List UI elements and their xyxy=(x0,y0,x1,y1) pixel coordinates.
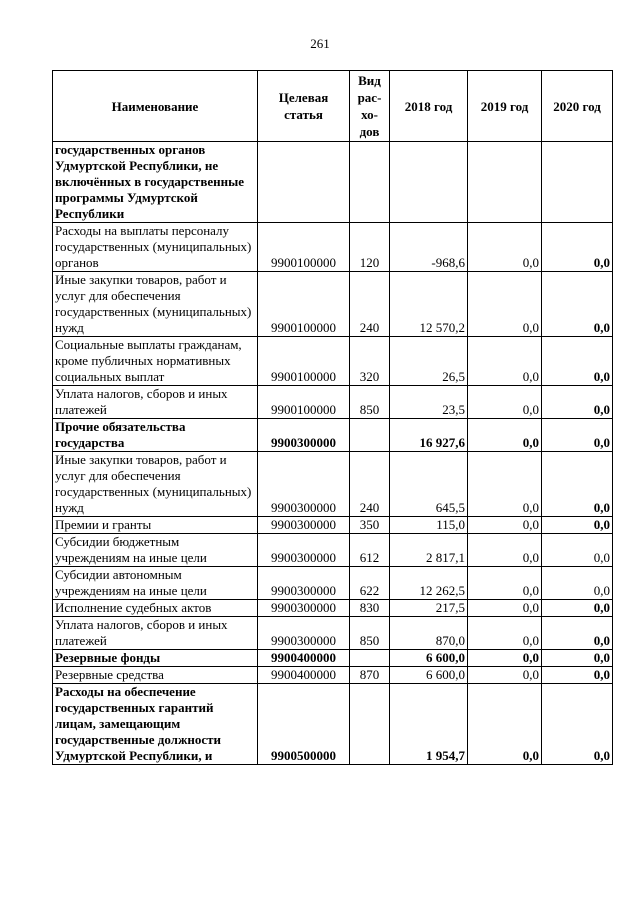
cell-y2020: 0,0 xyxy=(542,650,613,667)
cell-y2020: 0,0 xyxy=(542,223,613,272)
cell-kind: 850 xyxy=(350,617,390,650)
cell-kind: 120 xyxy=(350,223,390,272)
cell-y2020: 0,0 xyxy=(542,272,613,337)
cell-y2018: 6 600,0 xyxy=(390,667,468,684)
cell-y2018: 16 927,6 xyxy=(390,419,468,452)
table-row xyxy=(53,684,613,765)
cell-kind xyxy=(350,684,390,765)
cell-y2018: 870,0 xyxy=(390,617,468,650)
cell-name: Социальные выплаты гражданам, кроме публичных нормативных социальных выплат xyxy=(53,337,258,386)
cell-kind: 320 xyxy=(350,337,390,386)
table-row xyxy=(53,419,613,452)
cell-y2020: 0,0 xyxy=(542,667,613,684)
table-row xyxy=(53,337,613,386)
cell-y2019: 0,0 xyxy=(468,600,542,617)
table-row xyxy=(53,142,613,223)
cell-y2019: 0,0 xyxy=(468,667,542,684)
cell-y2018: 115,0 xyxy=(390,517,468,534)
cell-y2018: 6 600,0 xyxy=(390,650,468,667)
cell-y2019: 0,0 xyxy=(468,650,542,667)
cell-y2020 xyxy=(542,142,613,223)
cell-name: Уплата налогов, сборов и иных платежей xyxy=(53,617,258,650)
header-2019: 2019 год xyxy=(468,71,542,142)
header-name: Наименование xyxy=(53,71,258,142)
cell-code: 9900300000 xyxy=(258,517,350,534)
cell-y2019: 0,0 xyxy=(468,452,542,517)
cell-code xyxy=(258,142,350,223)
cell-name: Иные закупки товаров, работ и услуг для обеспечения государственных (муниципальных) нужд xyxy=(53,272,258,337)
cell-kind: 240 xyxy=(350,452,390,517)
table-row xyxy=(53,667,613,684)
cell-code: 9900100000 xyxy=(258,223,350,272)
cell-y2020: 0,0 xyxy=(542,337,613,386)
cell-name: Прочие обязательства государства xyxy=(53,419,258,452)
cell-name: Субсидии автономным учреждениям на иные цели xyxy=(53,567,258,600)
cell-kind: 850 xyxy=(350,386,390,419)
cell-y2018: 12 570,2 xyxy=(390,272,468,337)
cell-code: 9900100000 xyxy=(258,337,350,386)
table-body xyxy=(53,142,613,765)
cell-y2018: 1 954,7 xyxy=(390,684,468,765)
table-header-row xyxy=(53,71,613,142)
cell-name: Расходы на обеспечение государственных гарантий лицам, замещающим государственные должности Удмуртской Республики, и xyxy=(53,684,258,765)
cell-y2019: 0,0 xyxy=(468,684,542,765)
cell-code: 9900300000 xyxy=(258,452,350,517)
cell-kind xyxy=(350,419,390,452)
table-row xyxy=(53,452,613,517)
header-code: Целевая статья xyxy=(258,71,350,142)
cell-kind: 350 xyxy=(350,517,390,534)
cell-kind: 240 xyxy=(350,272,390,337)
cell-y2019: 0,0 xyxy=(468,567,542,600)
cell-name: Уплата налогов, сборов и иных платежей xyxy=(53,386,258,419)
cell-kind: 870 xyxy=(350,667,390,684)
cell-y2018 xyxy=(390,142,468,223)
table-row xyxy=(53,650,613,667)
cell-kind: 612 xyxy=(350,534,390,567)
cell-code: 9900300000 xyxy=(258,567,350,600)
cell-name: Расходы на выплаты персоналу государственных (муниципальных) органов xyxy=(53,223,258,272)
cell-y2019: 0,0 xyxy=(468,272,542,337)
cell-y2020: 0,0 xyxy=(542,517,613,534)
cell-name: Резервные фонды xyxy=(53,650,258,667)
cell-code: 9900300000 xyxy=(258,534,350,567)
cell-name: государственных органов Удмуртской Республики, не включённых в государственные программы Удмуртской Республики xyxy=(53,142,258,223)
table-row xyxy=(53,534,613,567)
cell-kind: 622 xyxy=(350,567,390,600)
cell-name: Субсидии бюджетным учреждениям на иные цели xyxy=(53,534,258,567)
cell-y2020: 0,0 xyxy=(542,684,613,765)
cell-code: 9900100000 xyxy=(258,386,350,419)
cell-name: Иные закупки товаров, работ и услуг для обеспечения государственных (муниципальных) нужд xyxy=(53,452,258,517)
cell-code: 9900100000 xyxy=(258,272,350,337)
header-2018: 2018 год xyxy=(390,71,468,142)
cell-y2018: 217,5 xyxy=(390,600,468,617)
cell-code: 9900300000 xyxy=(258,600,350,617)
cell-y2019: 0,0 xyxy=(468,337,542,386)
cell-y2019: 0,0 xyxy=(468,419,542,452)
cell-y2019: 0,0 xyxy=(468,223,542,272)
cell-code: 9900300000 xyxy=(258,419,350,452)
cell-y2018: 2 817,1 xyxy=(390,534,468,567)
cell-code: 9900500000 xyxy=(258,684,350,765)
cell-y2018: 12 262,5 xyxy=(390,567,468,600)
cell-kind: 830 xyxy=(350,600,390,617)
cell-y2018: 645,5 xyxy=(390,452,468,517)
cell-y2019: 0,0 xyxy=(468,534,542,567)
page-number: 261 xyxy=(310,36,330,51)
cell-y2020: 0,0 xyxy=(542,567,613,600)
cell-y2020: 0,0 xyxy=(542,452,613,517)
budget-table xyxy=(52,70,613,765)
table-row xyxy=(53,617,613,650)
cell-code: 9900400000 xyxy=(258,650,350,667)
cell-name: Исполнение судебных актов xyxy=(53,600,258,617)
cell-y2019 xyxy=(468,142,542,223)
cell-y2020: 0,0 xyxy=(542,600,613,617)
cell-y2020: 0,0 xyxy=(542,534,613,567)
table-row xyxy=(53,600,613,617)
cell-kind xyxy=(350,142,390,223)
cell-code: 9900400000 xyxy=(258,667,350,684)
cell-y2020: 0,0 xyxy=(542,386,613,419)
cell-y2018: 26,5 xyxy=(390,337,468,386)
table-row xyxy=(53,272,613,337)
cell-y2020: 0,0 xyxy=(542,419,613,452)
header-kind: Вид рас-хо-дов xyxy=(350,71,390,142)
table-row xyxy=(53,567,613,600)
cell-y2018: -968,6 xyxy=(390,223,468,272)
table-row xyxy=(53,517,613,534)
cell-kind xyxy=(350,650,390,667)
cell-y2019: 0,0 xyxy=(468,386,542,419)
cell-y2019: 0,0 xyxy=(468,517,542,534)
cell-name: Резервные средства xyxy=(53,667,258,684)
cell-y2018: 23,5 xyxy=(390,386,468,419)
table-row xyxy=(53,223,613,272)
table-row xyxy=(53,386,613,419)
cell-code: 9900300000 xyxy=(258,617,350,650)
header-2020: 2020 год xyxy=(542,71,613,142)
cell-name: Премии и гранты xyxy=(53,517,258,534)
cell-y2020: 0,0 xyxy=(542,617,613,650)
cell-y2019: 0,0 xyxy=(468,617,542,650)
